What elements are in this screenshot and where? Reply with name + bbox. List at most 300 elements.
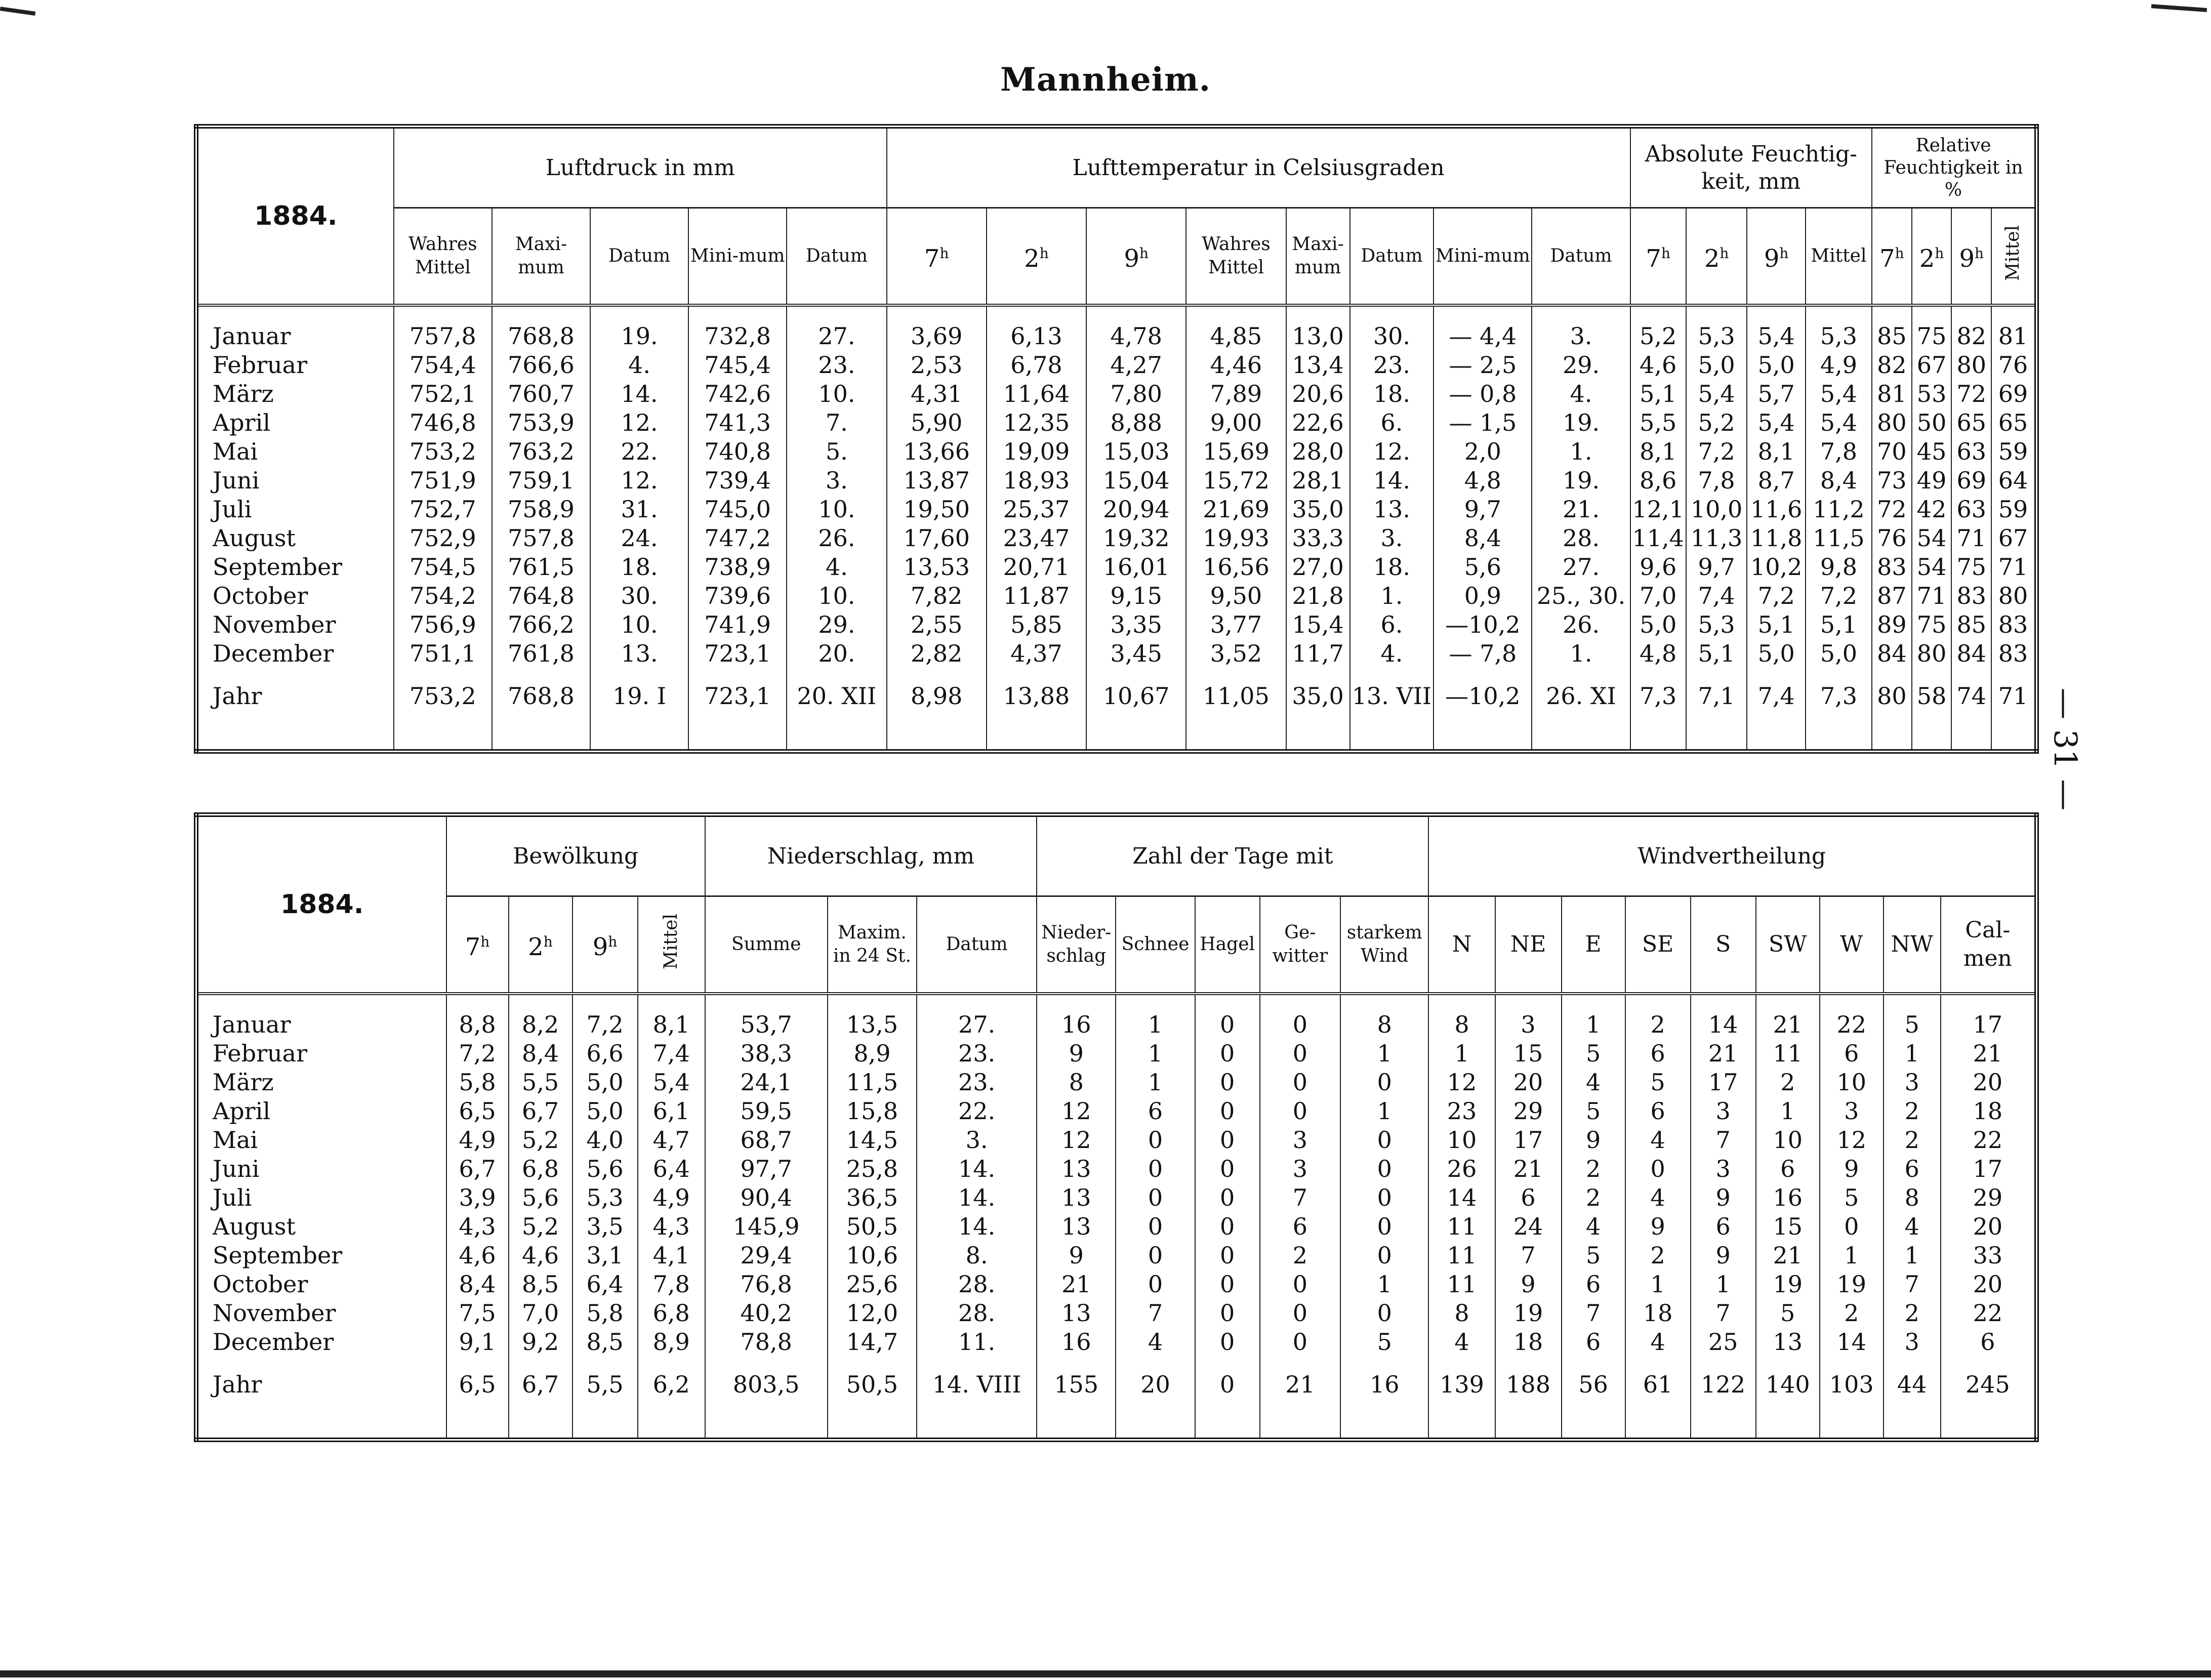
table-cell: 15,69 — [1186, 437, 1286, 466]
table-cell: 9 — [1691, 1183, 1756, 1212]
table-cell: 13 — [1037, 1183, 1116, 1212]
table-cell: 763,2 — [492, 437, 590, 466]
col-wind-se: SE — [1625, 896, 1691, 994]
table-cell: 59 — [1991, 495, 2036, 524]
row-label: Februar — [213, 1040, 308, 1067]
table-cell: 766,6 — [492, 351, 590, 380]
table-cell: 4,78 — [1086, 322, 1186, 351]
table-cell: 3. — [917, 1126, 1037, 1155]
table-cell: 26 — [1428, 1155, 1495, 1183]
table-cell: 5,0 — [1686, 351, 1747, 380]
row-label: April — [213, 409, 271, 436]
table-cell: 1 — [1562, 1010, 1625, 1039]
table-cell: 3,1 — [572, 1241, 638, 1270]
table-cell: 14,7 — [828, 1328, 917, 1357]
table-row — [196, 639, 2037, 668]
table-cell: 5,6 — [509, 1183, 572, 1212]
table-cell: 35,0 — [1286, 495, 1350, 524]
table-cell: 5,4 — [1806, 408, 1872, 437]
col-calmen: Cal-men — [1941, 896, 2037, 994]
table-cell: 5 — [1562, 1097, 1625, 1126]
table-cell: 7,4 — [1686, 582, 1747, 610]
table-cell: 7,2 — [446, 1039, 509, 1068]
table-cell: 4,7 — [638, 1126, 705, 1155]
table-cell: 64 — [1991, 466, 2036, 495]
table-cell: 4,8 — [1630, 639, 1686, 668]
table-cell: 0 — [1116, 1126, 1195, 1155]
col-schnee: Schnee — [1116, 896, 1195, 994]
table-cell: 1 — [1625, 1270, 1691, 1299]
table-cell: 12. — [590, 408, 688, 437]
table-cell: 19. I — [590, 668, 688, 724]
table-cell: 83 — [1872, 553, 1912, 582]
table-cell: 28,0 — [1286, 437, 1350, 466]
table-cell: 6,8 — [638, 1299, 705, 1328]
table-cell: 24 — [1495, 1212, 1562, 1241]
table-cell: 5,0 — [1747, 639, 1805, 668]
table-cell: 8,4 — [1806, 466, 1872, 495]
table-cell: 76 — [1872, 524, 1912, 553]
row-label: Juni — [213, 467, 260, 494]
row-label: October — [213, 1271, 308, 1298]
table-cell: 5,1 — [1686, 639, 1747, 668]
row-label: Januar — [213, 1011, 291, 1038]
table-cell: 6,13 — [987, 322, 1086, 351]
table-cell: 13,0 — [1286, 322, 1350, 351]
col-7h: 7$^h$ — [446, 896, 509, 994]
row-label: September — [213, 1242, 343, 1269]
table-cell: 11,64 — [987, 380, 1086, 408]
table-cell: 40,2 — [705, 1299, 828, 1328]
table-cell: 28. — [1532, 524, 1630, 553]
table-cell: 16 — [1340, 1357, 1428, 1412]
table-cell: 2,82 — [887, 639, 987, 668]
col-wind-e: E — [1562, 896, 1625, 994]
table-cell: 5,1 — [1747, 610, 1805, 639]
table-cell: 7 — [1260, 1183, 1340, 1212]
table-cell: 26. — [787, 524, 886, 553]
table-cell: 23. — [917, 1068, 1037, 1097]
col-hagel: Hagel — [1195, 896, 1260, 994]
table-cell: 26. — [1532, 610, 1630, 639]
table-cell: 18. — [1350, 553, 1434, 582]
table-cell: 17 — [1941, 1155, 2037, 1183]
table-cell: 15 — [1756, 1212, 1820, 1241]
table-cell: 2 — [1884, 1126, 1941, 1155]
table-cell: 5 — [1884, 1010, 1941, 1039]
table-row — [196, 1270, 2037, 1299]
table-cell: 1 — [1340, 1270, 1428, 1299]
table-cell: 4,9 — [638, 1183, 705, 1212]
table-cell: 2,53 — [887, 351, 987, 380]
table-cell: 54 — [1912, 524, 1952, 553]
table-cell: 42 — [1912, 495, 1952, 524]
table-cell: 17 — [1495, 1126, 1562, 1155]
table-cell: 5,6 — [1434, 553, 1532, 582]
table-cell: 6,2 — [638, 1357, 705, 1412]
table-cell: 4,8 — [1434, 466, 1532, 495]
table-cell: 13,4 — [1286, 351, 1350, 380]
table-cell: 145,9 — [705, 1212, 828, 1241]
table-cell: 6,78 — [987, 351, 1086, 380]
table-cell: 8,7 — [1747, 466, 1805, 495]
table-cell: 84 — [1872, 639, 1912, 668]
table-cell: 21 — [1691, 1039, 1756, 1068]
table-cell: 19,09 — [987, 437, 1086, 466]
table-cell: 8 — [1037, 1068, 1116, 1097]
table-cell: 18 — [1495, 1328, 1562, 1357]
table-cell: 9,15 — [1086, 582, 1186, 610]
table-cell: 22. — [917, 1097, 1037, 1126]
table-cell: 7 — [1691, 1299, 1756, 1328]
col-maximum: Maxi-mum — [1286, 208, 1350, 306]
table-cell: 8,5 — [572, 1328, 638, 1357]
table-cell: 3 — [1260, 1126, 1340, 1155]
table-cell: 76,8 — [705, 1270, 828, 1299]
table-cell: 5,4 — [1747, 322, 1805, 351]
table-row — [196, 1241, 2037, 1270]
table-cell: 5,6 — [572, 1155, 638, 1183]
col-wind-nw: NW — [1884, 896, 1941, 994]
table-cell: 11,3 — [1686, 524, 1747, 553]
table-row — [196, 1155, 2037, 1183]
table-cell: 21 — [1037, 1270, 1116, 1299]
table-cell: 245 — [1941, 1357, 2037, 1412]
table-cell: 4,27 — [1086, 351, 1186, 380]
table-cell: 751,9 — [394, 466, 492, 495]
table-cell: 63 — [1951, 437, 1991, 466]
table-cell: 7. — [787, 408, 886, 437]
table-cell: 13 — [1037, 1155, 1116, 1183]
row-label: December — [213, 640, 334, 667]
table-cell: 1. — [1532, 639, 1630, 668]
table-row — [196, 322, 2037, 351]
table-cell: 11 — [1428, 1241, 1495, 1270]
col-wind-w: W — [1820, 896, 1884, 994]
table-cell: 11,8 — [1747, 524, 1805, 553]
table-cell: 2 — [1884, 1299, 1941, 1328]
table-cell: 5,8 — [446, 1068, 509, 1097]
row-label: Januar — [213, 322, 291, 350]
table-cell: 0 — [1195, 1270, 1260, 1299]
table-cell: 13 — [1037, 1299, 1116, 1328]
table-cell: 0 — [1195, 1183, 1260, 1212]
table-cell: 7,4 — [1747, 668, 1805, 724]
table-cell: 4 — [1625, 1183, 1691, 1212]
table-cell: 13 — [1756, 1328, 1820, 1357]
table-cell: 2 — [1625, 1010, 1691, 1039]
col-9h: 9$^h$ — [572, 896, 638, 994]
table-cell: 20,71 — [987, 553, 1086, 582]
table-cell: 0 — [1340, 1126, 1428, 1155]
table-cell: 8,4 — [1434, 524, 1532, 553]
table-cell: 3 — [1884, 1068, 1941, 1097]
table-cell: 8 — [1884, 1183, 1941, 1212]
table-cell: 25,8 — [828, 1155, 917, 1183]
table-cell: 122 — [1691, 1357, 1756, 1412]
table-cell: 20,94 — [1086, 495, 1186, 524]
table-cell: 753,2 — [394, 668, 492, 724]
table-cell: 12 — [1820, 1126, 1884, 1155]
table-cell: 56 — [1562, 1357, 1625, 1412]
group-lufttemperatur: Lufttemperatur in Celsiusgraden — [887, 127, 1630, 208]
table-cell: 9 — [1691, 1241, 1756, 1270]
table-cell: 67 — [1991, 524, 2036, 553]
table-cell: 0 — [1340, 1241, 1428, 1270]
table-cell: 8 — [1428, 1299, 1495, 1328]
table-cell: 0 — [1820, 1212, 1884, 1241]
table-cell: 1 — [1756, 1097, 1820, 1126]
table-cell: 8,1 — [638, 1010, 705, 1039]
table-cell: 5,4 — [1686, 380, 1747, 408]
table-cell: 740,8 — [688, 437, 787, 466]
table-cell: 5,5 — [572, 1357, 638, 1412]
table-cell: 10,67 — [1086, 668, 1186, 724]
table-cell: 738,9 — [688, 553, 787, 582]
table-cell: 23,47 — [987, 524, 1086, 553]
row-label: März — [213, 380, 274, 407]
table-cell: 14. — [590, 380, 688, 408]
row-label: November — [213, 611, 336, 638]
col-7h: 7$^h$ — [1630, 208, 1686, 306]
table-cell: 2 — [1260, 1241, 1340, 1270]
table-cell: 761,5 — [492, 553, 590, 582]
table-cell: 4,9 — [446, 1126, 509, 1155]
table-cell: 1 — [1884, 1241, 1941, 1270]
col-mittel: Mittel — [638, 896, 705, 994]
page-title: Mannheim. — [1000, 61, 1211, 99]
table-cell: 7,2 — [572, 1010, 638, 1039]
table-cell: 742,6 — [688, 380, 787, 408]
table-cell: 11,87 — [987, 582, 1086, 610]
table-cell: 4 — [1116, 1328, 1195, 1357]
table-cell: 747,2 — [688, 524, 787, 553]
table-cell: 14 — [1428, 1183, 1495, 1212]
table-cell: 72 — [1951, 380, 1991, 408]
table-cell: 754,2 — [394, 582, 492, 610]
col-maximum: Maxi-mum — [492, 208, 590, 306]
table-cell: 5,2 — [1630, 322, 1686, 351]
table-row — [196, 1212, 2037, 1241]
table-cell: 6 — [1691, 1212, 1756, 1241]
table-cell: 10,6 — [828, 1241, 917, 1270]
table-cell: 67 — [1912, 351, 1952, 380]
table-cell: 21 — [1941, 1039, 2037, 1068]
table-cell: 68,7 — [705, 1126, 828, 1155]
table-cell: 14. — [917, 1155, 1037, 1183]
table-cell: 8,6 — [1630, 466, 1686, 495]
table-cell: 15,4 — [1286, 610, 1350, 639]
table-cell: 9,1 — [446, 1328, 509, 1357]
table-row — [196, 1328, 2037, 1357]
table-row — [196, 408, 2037, 437]
table-cell: 19,32 — [1086, 524, 1186, 553]
table-cell: 18. — [590, 553, 688, 582]
table-cell: 9,7 — [1434, 495, 1532, 524]
table-row — [196, 466, 2037, 495]
table-cell: 3. — [787, 466, 886, 495]
table2-year: 1884. — [196, 815, 446, 994]
table-cell: 13,5 — [828, 1010, 917, 1039]
table-cell: 6 — [1625, 1097, 1691, 1126]
table-cell: 4. — [1350, 639, 1434, 668]
table-cell: 33 — [1941, 1241, 2037, 1270]
table-cell: 766,2 — [492, 610, 590, 639]
table-cell: 2,0 — [1434, 437, 1532, 466]
table-cell: 1 — [1428, 1039, 1495, 1068]
scan-edge-mark — [0, 1670, 2211, 1677]
table-cell: 16 — [1037, 1010, 1116, 1039]
scan-corner-mark — [2151, 4, 2207, 12]
table-row — [196, 1183, 2037, 1212]
table-cell: 723,1 — [688, 668, 787, 724]
table-cell: 15,72 — [1186, 466, 1286, 495]
group-zahl-der-tage: Zahl der Tage mit — [1037, 815, 1428, 896]
table-cell: 2 — [1756, 1068, 1820, 1097]
table-cell: 139 — [1428, 1357, 1495, 1412]
col-2h: 2$^h$ — [1912, 208, 1952, 306]
table-cell: 73 — [1872, 466, 1912, 495]
table-cell: 3,5 — [572, 1212, 638, 1241]
table-cell: 10 — [1756, 1126, 1820, 1155]
table-cell: 4,85 — [1186, 322, 1286, 351]
table-row — [196, 1068, 2037, 1097]
table-cell: 15,03 — [1086, 437, 1186, 466]
table-cell: 4 — [1428, 1328, 1495, 1357]
table-cell: 9,7 — [1686, 553, 1747, 582]
group-windvertheilung: Windvertheilung — [1428, 815, 2036, 896]
table-cell: 140 — [1756, 1357, 1820, 1412]
table-cell: 753,9 — [492, 408, 590, 437]
table-cell: 8,88 — [1086, 408, 1186, 437]
table-cell: 69 — [1951, 466, 1991, 495]
table-cell: 103 — [1820, 1357, 1884, 1412]
table-cell: 8,9 — [638, 1328, 705, 1357]
table-cell: 0 — [1340, 1155, 1428, 1183]
table-cell: 4,6 — [1630, 351, 1686, 380]
table-cell: 21 — [1495, 1155, 1562, 1183]
table-cell: 50,5 — [828, 1212, 917, 1241]
table-cell: 7 — [1562, 1299, 1625, 1328]
col-9h: 9$^h$ — [1951, 208, 1991, 306]
group-niederschlag: Niederschlag, mm — [705, 815, 1037, 896]
table-cell: 87 — [1872, 582, 1912, 610]
table-row — [196, 1010, 2037, 1039]
table-cell: 4 — [1562, 1212, 1625, 1241]
table-cell: 7,0 — [509, 1299, 572, 1328]
table-cell: 760,7 — [492, 380, 590, 408]
table-cell: 9,2 — [509, 1328, 572, 1357]
table-cell: 22,6 — [1286, 408, 1350, 437]
table-cell: 13 — [1037, 1212, 1116, 1241]
table-cell: 6 — [1116, 1097, 1195, 1126]
table-cell: 768,8 — [492, 322, 590, 351]
table-cell: 14. — [1350, 466, 1434, 495]
table-cell: 1 — [1116, 1010, 1195, 1039]
table-cell: 90,4 — [705, 1183, 828, 1212]
table-cell: 2 — [1625, 1241, 1691, 1270]
table-cell: 4 — [1625, 1328, 1691, 1357]
table-cell: 8 — [1428, 1010, 1495, 1039]
table-cell: 30. — [590, 582, 688, 610]
table-cell: 0 — [1195, 1212, 1260, 1241]
col-datum: Datum — [1532, 208, 1630, 306]
table-cell: 741,3 — [688, 408, 787, 437]
table-cell: 11,5 — [1806, 524, 1872, 553]
table-cell: 3. — [1532, 322, 1630, 351]
table-cell: 5,7 — [1747, 380, 1805, 408]
table-row — [196, 351, 2037, 380]
table-cell: 30. — [1350, 322, 1434, 351]
table-cell: 6,4 — [638, 1155, 705, 1183]
table-cell: 17,60 — [887, 524, 987, 553]
table-cell: 8,4 — [446, 1270, 509, 1299]
table-cell: 5,3 — [572, 1183, 638, 1212]
table-cell: 75 — [1912, 322, 1952, 351]
table-cell: 53 — [1912, 380, 1952, 408]
scan-corner-mark — [0, 7, 35, 16]
table-cell: 11 — [1428, 1270, 1495, 1299]
table-cell: 7,3 — [1630, 668, 1686, 724]
table-cell: 5,5 — [509, 1068, 572, 1097]
table-cell: 13,53 — [887, 553, 987, 582]
table-cell: 4,1 — [638, 1241, 705, 1270]
table-cell: 7,1 — [1686, 668, 1747, 724]
table-cell: 0 — [1625, 1155, 1691, 1183]
table-cell: 7,8 — [1806, 437, 1872, 466]
table-cell: 80 — [1872, 408, 1912, 437]
table-cell: 9 — [1037, 1039, 1116, 1068]
table-cell: 752,9 — [394, 524, 492, 553]
table-cell: 25,6 — [828, 1270, 917, 1299]
table-cell: 18 — [1625, 1299, 1691, 1328]
table-cell: 21. — [1532, 495, 1630, 524]
table-cell: 0 — [1116, 1183, 1195, 1212]
table-cell: 0 — [1260, 1010, 1340, 1039]
col-gewitter: Ge-witter — [1260, 896, 1340, 994]
table-row — [196, 524, 2037, 553]
table-cell: 6 — [1625, 1039, 1691, 1068]
table-cell: 3,9 — [446, 1183, 509, 1212]
table-cell: 11 — [1428, 1212, 1495, 1241]
table-cell: 2 — [1562, 1155, 1625, 1183]
table-cell: 19,50 — [887, 495, 987, 524]
table-cell: 1 — [1116, 1039, 1195, 1068]
table-cell: 10,0 — [1686, 495, 1747, 524]
table-row — [196, 1097, 2037, 1126]
row-label: October — [213, 582, 308, 609]
table-cell: 23. — [787, 351, 886, 380]
col-2h: 2$^h$ — [987, 208, 1086, 306]
table-cell: 82 — [1872, 351, 1912, 380]
table-cell: 6,7 — [509, 1097, 572, 1126]
table-cell: 3 — [1495, 1010, 1562, 1039]
table-cell: 65 — [1951, 408, 1991, 437]
table-cell: 3 — [1884, 1328, 1941, 1357]
table-cell: 6 — [1756, 1155, 1820, 1183]
table-cell: 745,4 — [688, 351, 787, 380]
table-cell: 0 — [1260, 1270, 1340, 1299]
table-cell: 19 — [1756, 1270, 1820, 1299]
table-cell: 6 — [1562, 1328, 1625, 1357]
table-cell: 1 — [1116, 1068, 1195, 1097]
col-summe: Summe — [705, 896, 828, 994]
table-cell: 8,8 — [446, 1010, 509, 1039]
table-cell: 13. — [590, 639, 688, 668]
table-cell: 4,6 — [446, 1241, 509, 1270]
table-cell: 3 — [1820, 1097, 1884, 1126]
table-cell: 5,85 — [987, 610, 1086, 639]
